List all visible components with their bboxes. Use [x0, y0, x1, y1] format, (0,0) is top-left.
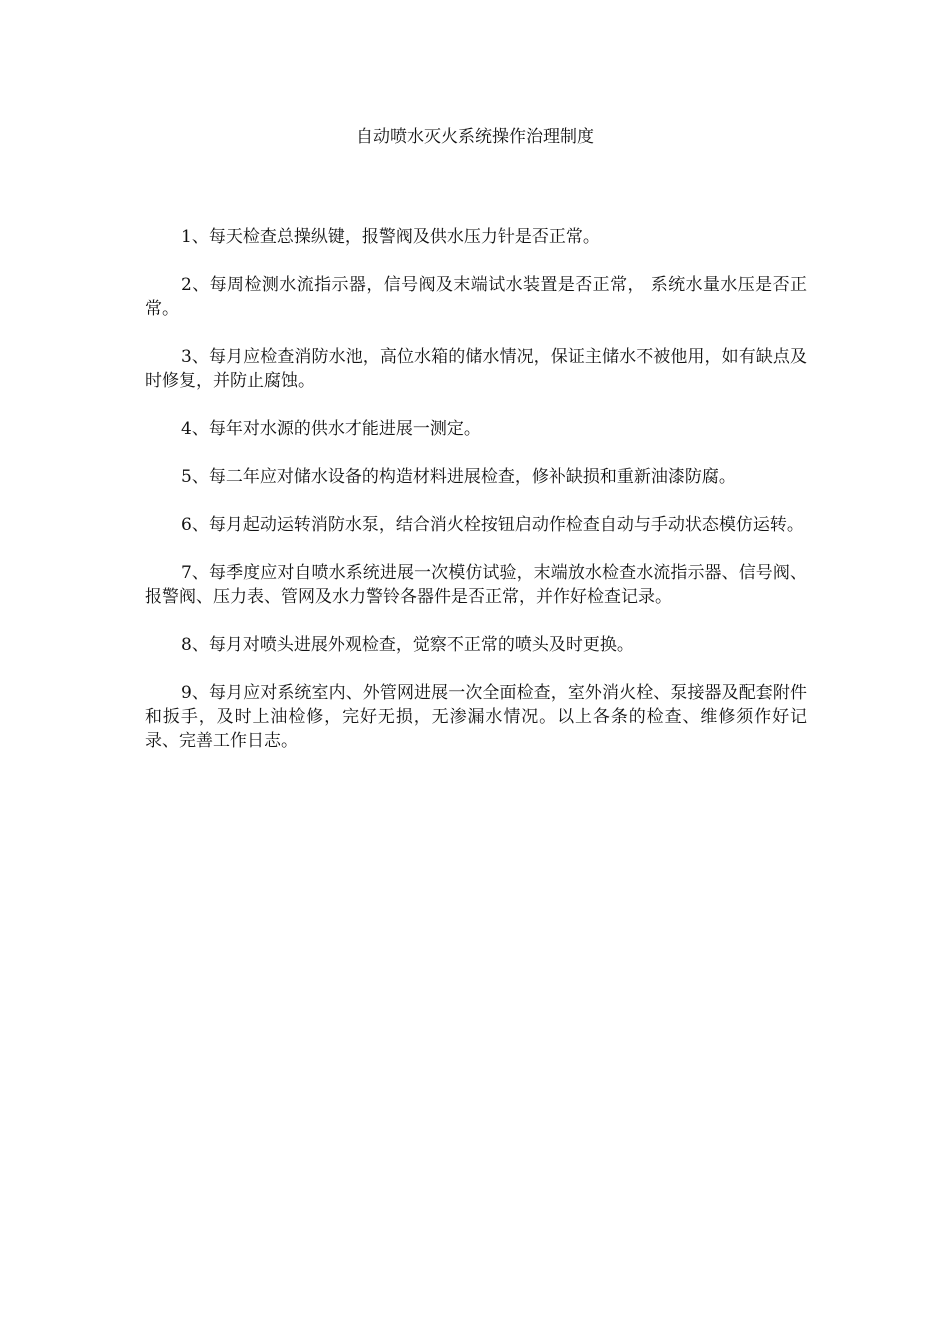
paragraph-4: 4、每年对水源的供水才能进展一测定。	[181, 419, 481, 439]
paragraph-3: 3、每月应检查消防水池，高位水箱的储水情况，保证主储水不被他用，如有缺点及时修复，并防止腐蚀。	[145, 347, 807, 391]
document-title: 自动喷水灭火系统操作治理制度	[356, 127, 594, 147]
paragraph-6: 6、每月起动运转消防水泵，结合消火栓按钮启动作检查自动与手动状态模仿运转。	[181, 515, 804, 535]
paragraph-1: 1、每天检查总操纵键，报警阀及供水压力针是否正常。	[181, 227, 600, 247]
paragraph-5: 5、每二年应对储水设备的构造材料进展检查，修补缺损和重新油漆防腐。	[181, 467, 736, 487]
paragraph-2: 2、每周检测水流指示器，信号阀及末端试水装置是否正常， 系统水量水压是否正常。	[145, 275, 807, 319]
paragraph-9: 9、每月应对系统室内、外管网进展一次全面检查，室外消火栓、泵接器及配套附件和扳手，及时上油检修，完好无损，无渗漏水情况。以上各条的检查、维修须作好记录、完善工作日志。	[145, 683, 807, 751]
paragraph-7: 7、每季度应对自喷水系统进展一次模仿试验，末端放水检查水流指示器、信号阀、报警阀、压力表、管网及水力警铃各器件是否正常，并作好检查记录。	[145, 563, 807, 607]
paragraph-8: 8、每月对喷头进展外观检查，觉察不正常的喷头及时更换。	[181, 635, 634, 655]
document-body	[145, 225, 807, 777]
